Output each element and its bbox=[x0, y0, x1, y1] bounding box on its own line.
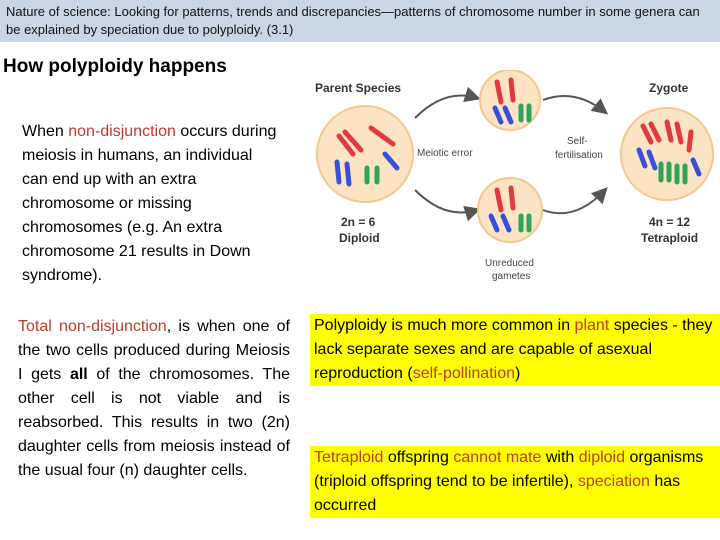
meiotic-error-label: Meiotic error bbox=[417, 148, 473, 159]
header-bar bbox=[0, 0, 720, 42]
box1-text-b: species - they lack separate sexes and are capable of asexual reproduction ( bbox=[314, 317, 713, 382]
gamete-cell-top bbox=[480, 70, 540, 130]
arrow-parent-to-gamete-bottom bbox=[415, 190, 477, 213]
gamete-cell-bottom bbox=[478, 178, 542, 242]
box2-highlight-diploid: diploid bbox=[578, 449, 626, 466]
polyploidy-diagram bbox=[305, 70, 717, 295]
p2-bold: all bbox=[69, 366, 88, 383]
p2-highlight: Total non-disjunction bbox=[18, 318, 167, 335]
zygote-label: Zygote bbox=[649, 81, 689, 95]
parent-chromosome-number: 2n = 6 bbox=[341, 215, 376, 229]
box2-text-a: offspring bbox=[383, 449, 454, 466]
zygote-chromosome-number: 4n = 12 bbox=[649, 215, 691, 229]
polyploidy-plants-box bbox=[310, 314, 720, 386]
box2-text-b: with bbox=[541, 449, 579, 466]
box2-highlight-cannot-mate: cannot mate bbox=[453, 449, 542, 466]
page-title: How polyploidy happens bbox=[3, 56, 227, 77]
zygote-cell bbox=[621, 108, 713, 200]
box2-highlight-tetraploid: Tetraploid bbox=[314, 449, 384, 466]
paragraph-total-non-disjunction bbox=[18, 315, 290, 483]
arrow-gamete-top-to-zygote bbox=[543, 96, 605, 112]
box1-highlight-self-pollination: self-pollination bbox=[412, 365, 515, 382]
p1-text-b: occurs during meiosis in humans, an individual can end up with an extra chromosome or missing chromosomes (e.g. An extra chromosome 21 results in Down syndrome). bbox=[22, 123, 277, 284]
parent-cell bbox=[317, 106, 413, 202]
paragraph-non-disjunction bbox=[22, 120, 277, 288]
p2-text-a: , is when one of the two cells produced during Meiosis I gets bbox=[18, 318, 290, 383]
self-fertilisation-label-2: fertilisation bbox=[555, 150, 603, 161]
parent-species-label: Parent Species bbox=[315, 81, 402, 95]
box2-text-d: has occurred bbox=[314, 473, 681, 514]
box2-text-c: organisms (triploid offspring tend to be infertile), bbox=[314, 449, 704, 490]
box2-highlight-speciation: speciation bbox=[577, 473, 650, 490]
zygote-ploidy: Tetraploid bbox=[641, 231, 699, 245]
arrow-gamete-bottom-to-zygote bbox=[543, 190, 605, 213]
box1-text-c: ) bbox=[515, 365, 521, 382]
p1-highlight: non-disjunction bbox=[68, 123, 176, 140]
arrow-parent-to-gamete-top bbox=[415, 96, 477, 119]
self-fertilisation-label-1: Self- bbox=[567, 136, 588, 147]
tetraploid-speciation-box bbox=[310, 446, 720, 518]
parent-ploidy: Diploid bbox=[339, 231, 380, 245]
p2-text-b: of the chromosomes. The other cell is not viable and is reabsorbed. This results in two (2n) daughter cells from meiosis instead of the usual four (n) daughter cells. bbox=[18, 366, 291, 479]
header-text: Nature of science: Looking for patterns, trends and discrepancies—patterns of chromosome number in some genera can be explained by speciation due to polyploidy. (3.1) bbox=[6, 4, 700, 37]
unreduced-gametes-label-1: Unreduced bbox=[485, 258, 534, 269]
box1-text-a: Polyploidy is much more common in bbox=[314, 317, 575, 334]
box1-highlight-plant: plant bbox=[574, 317, 610, 334]
unreduced-gametes-label-2: gametes bbox=[492, 271, 531, 282]
p1-text-a: When bbox=[22, 123, 69, 140]
